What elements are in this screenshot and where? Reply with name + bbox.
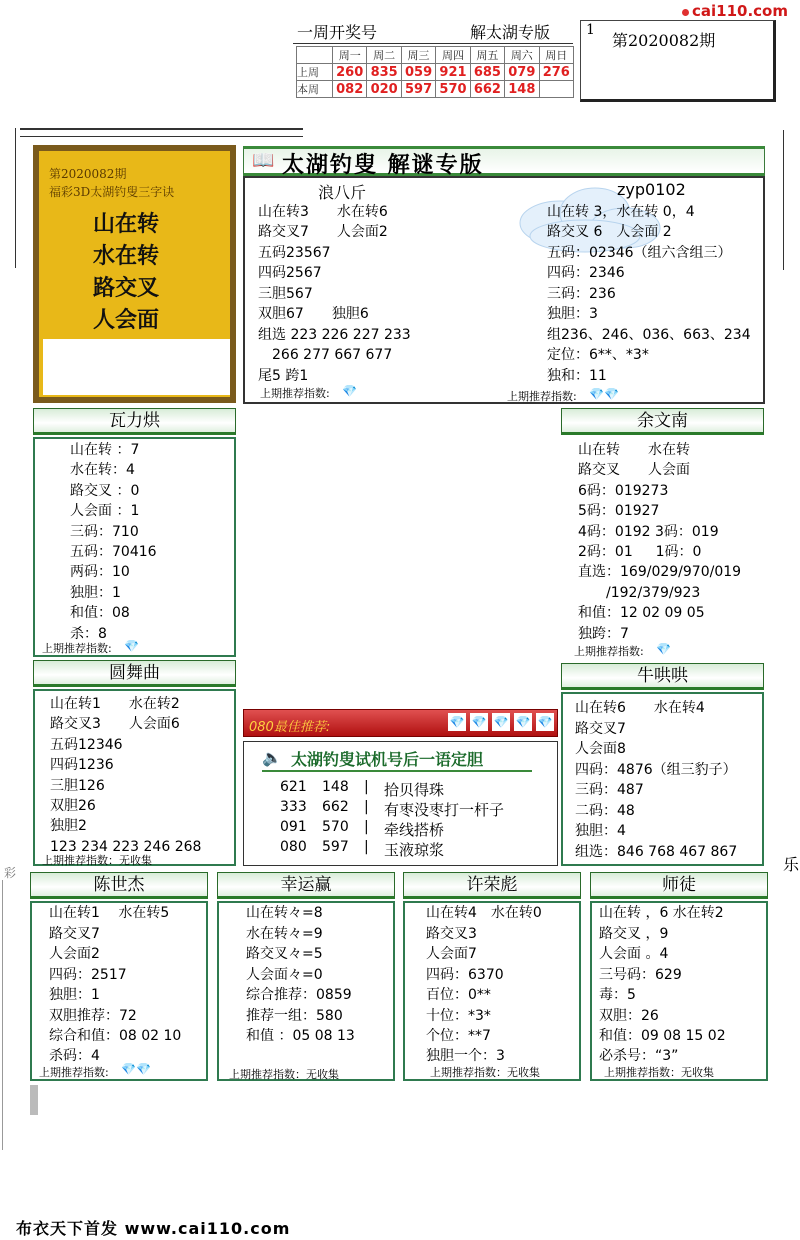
list-item: 双胆推荐：72	[49, 1008, 137, 1024]
list-item: 三码：236	[547, 286, 616, 302]
frame-line	[20, 128, 303, 130]
poster-subtitle: 福彩3D太湖钓叟三字诀	[49, 185, 175, 199]
list-item: 山在转6 水在转4	[575, 700, 705, 716]
rec-label: 上期推荐指数:	[574, 645, 644, 658]
list-item: 两码：10	[70, 564, 130, 580]
list-item: 人会面 。4	[599, 946, 669, 962]
list-item: 双胆67 独胆6	[258, 306, 369, 322]
list-item: 人会面7	[426, 946, 477, 962]
day-header: 周四	[436, 47, 470, 64]
trial-a: 091	[280, 819, 307, 835]
list-item: 路交叉3	[426, 926, 477, 942]
draw-cell	[539, 81, 573, 98]
poster-issue: 第2020082期	[49, 167, 127, 181]
trial-b: 597	[322, 839, 349, 855]
weekly-draw-title: 一周开奖号	[297, 23, 378, 42]
frame-line	[15, 128, 16, 268]
list-item: 人会面8	[575, 741, 626, 757]
list-item: 水在转：4	[70, 462, 135, 478]
list-item: 独胆：4	[575, 823, 626, 839]
trial-rule	[262, 770, 532, 772]
list-item: 四码：6370	[426, 967, 504, 983]
draw-cell: 835	[367, 64, 401, 81]
list-item: 2码：01 1码：0	[578, 544, 702, 560]
list-item: 三码：710	[70, 524, 139, 540]
diamond-icon: 💎	[537, 715, 553, 729]
list-item: 三号码：629	[599, 967, 682, 983]
frame-line	[2, 880, 3, 1150]
day-header: 周六	[505, 47, 539, 64]
diamond-icon: 💎	[342, 384, 357, 398]
rec-label: 上期推荐指数：无收集	[229, 1068, 339, 1081]
list-item: 路交叉3 人会面6	[50, 716, 180, 732]
row-label: 本周	[297, 81, 333, 98]
book-icon: 📖	[252, 150, 275, 171]
list-item: 山在转 3，水在转 0，4	[547, 204, 695, 220]
draw-cell: 148	[505, 81, 539, 98]
speaker-icon: 🔈	[262, 748, 282, 767]
list-item: 推荐一组：580	[246, 1008, 343, 1024]
list-item: 五码12346	[50, 737, 123, 753]
list-item: /192/379/923	[578, 585, 701, 601]
list-item: 路交叉 人会面	[578, 462, 690, 478]
list-item: 独跨：7	[578, 626, 629, 642]
diamond-icon: 💎💎	[589, 387, 619, 401]
list-item: 五码23567	[258, 245, 331, 261]
yuanwuqu-header: 圆舞曲	[33, 660, 236, 687]
list-item: 人会面 ：1	[70, 503, 140, 519]
day-header: 周二	[367, 47, 401, 64]
diamond-icon: 💎💎	[121, 1062, 151, 1076]
list-item: 四码：4876（组三豹子）	[575, 762, 737, 778]
trial-a: 080	[280, 839, 307, 855]
draw-cell: 662	[470, 81, 504, 98]
list-item: 尾5 跨1	[258, 368, 309, 384]
rec-label: 上期推荐指数:	[260, 387, 330, 400]
list-item: 山在转3 水在转6	[258, 204, 388, 220]
rec-label: 上期推荐指数：无收集	[42, 854, 152, 867]
site-logo[interactable]: cai110.com	[692, 2, 788, 20]
list-item: 综合推荐：0859	[246, 987, 352, 1003]
day-header: 周五	[470, 47, 504, 64]
draw-cell: 921	[436, 64, 470, 81]
row-label: 上周	[297, 64, 333, 81]
list-item: 4码：0192 3码：019	[578, 524, 719, 540]
list-item: 必杀号：“3”	[599, 1048, 679, 1064]
trial-sep: |	[364, 839, 369, 855]
list-item: 6码：019273	[578, 483, 669, 499]
list-item: 山在转 水在转	[578, 442, 690, 458]
poster-blank	[43, 339, 230, 395]
list-item: 三胆567	[258, 286, 313, 302]
list-item: 十位：*3*	[426, 1008, 491, 1024]
list-item: 组选 223 226 227 233	[258, 327, 411, 343]
list-item: 个位：**7	[426, 1028, 491, 1044]
best-recommend-label: 080最佳推荐:	[249, 720, 331, 735]
table-row	[297, 47, 574, 64]
draw-cell: 685	[470, 64, 504, 81]
list-item: 独胆：3	[547, 306, 598, 322]
poster-line: 路交叉	[93, 275, 160, 301]
draw-table	[296, 46, 574, 98]
list-item: 独胆一个：3	[426, 1048, 505, 1064]
list-item: 独胆：1	[70, 585, 121, 601]
draw-cell: 570	[436, 81, 470, 98]
list-item: 和值 ：05 08 13	[246, 1028, 355, 1044]
poster-line: 山在转	[93, 211, 160, 237]
diamond-icon: 💎	[493, 715, 509, 729]
scroll-mark	[30, 1085, 38, 1115]
poster	[33, 145, 236, 403]
draw-cell: 082	[333, 81, 367, 98]
list-item: 山在转々=8	[246, 905, 323, 921]
list-item: 路交叉7	[575, 721, 626, 737]
list-item: 路交叉 ，9	[599, 926, 669, 942]
xurongbiao-header: 许荣彪	[403, 872, 581, 899]
list-item: 路交叉々=5	[246, 946, 323, 962]
draw-cell: 020	[367, 81, 401, 98]
brand-title: 解太湖专版	[470, 23, 551, 42]
chenshijie-header: 陈世杰	[30, 872, 208, 899]
yuwennan-header: 余文南	[561, 408, 764, 435]
trial-b: 570	[322, 819, 349, 835]
list-item: 山在转 ：7	[70, 442, 140, 458]
list-item: 四码1236	[50, 757, 114, 773]
trial-sep: |	[364, 819, 369, 835]
draw-cell: 059	[401, 64, 435, 81]
table-corner	[297, 47, 333, 64]
poster-inner	[39, 151, 230, 397]
list-item: 266 277 667 677	[258, 347, 393, 363]
list-item: 123 234 223 246 268	[50, 839, 202, 855]
rec-label: 上期推荐指数:	[39, 1066, 109, 1079]
list-item: 毒：5	[599, 987, 636, 1003]
list-item: 路交叉 ：0	[70, 483, 140, 499]
trial-b: 662	[322, 799, 349, 815]
trial-a: 333	[280, 799, 307, 815]
list-item: 五码：02346（组六含组三）	[547, 245, 732, 261]
list-item: 和值：08	[70, 605, 130, 621]
draw-cell: 597	[401, 81, 435, 98]
niuhonghong-header: 牛哄哄	[561, 663, 764, 690]
header-number: 1	[586, 22, 595, 38]
list-item: 四码：2517	[49, 967, 127, 983]
shitu-header: 师徒	[590, 872, 768, 899]
draw-cell: 276	[539, 64, 573, 81]
langbajin-name: 浪八斤	[318, 183, 367, 202]
poster-line: 人会面	[93, 307, 160, 333]
list-item: 山在转4 水在转0	[426, 905, 542, 921]
trial-text: 玉液琼浆	[384, 841, 445, 859]
logo-dot-icon	[682, 9, 689, 16]
issue-number: 第2020082期	[612, 31, 716, 50]
zyp-name: zyp0102	[617, 180, 686, 199]
list-item: 双胆26	[50, 798, 96, 814]
list-item: 杀码：4	[49, 1048, 100, 1064]
table-row	[297, 64, 574, 81]
side-char-left: 彩	[4, 866, 17, 880]
list-item: 四码：2346	[547, 265, 625, 281]
trial-b: 148	[322, 779, 349, 795]
trial-text: 牵线搭桥	[384, 821, 445, 839]
table-row	[297, 81, 574, 98]
diamond-icon: 💎	[124, 639, 139, 653]
list-item: 双胆：26	[599, 1008, 659, 1024]
list-item: 路交叉 6 人会面 2	[547, 224, 672, 240]
trial-a: 621	[280, 779, 307, 795]
diamond-icon: 💎	[471, 715, 487, 729]
list-item: 独胆2	[50, 818, 87, 834]
walihong-header: 瓦力烘	[33, 408, 236, 435]
rec-label: 上期推荐指数:	[507, 390, 577, 403]
rec-label: 上期推荐指数:	[42, 642, 112, 655]
xingyunying-header: 幸运赢	[217, 872, 395, 899]
list-item: 二码：48	[575, 803, 635, 819]
list-item: 五码：70416	[70, 544, 157, 560]
frame-line	[20, 136, 303, 137]
day-header: 周一	[333, 47, 367, 64]
list-item: 路交叉7	[49, 926, 100, 942]
side-char-right: 乐	[783, 855, 800, 874]
footer-text: 布衣天下首发 www.cai110.com	[16, 1219, 291, 1238]
draw-cell: 079	[505, 64, 539, 81]
trial-title: 太湖钓叟试机号后一语定胆	[291, 750, 484, 769]
day-header: 周日	[539, 47, 573, 64]
frame-line	[783, 130, 784, 270]
rec-label: 上期推荐指数：无收集	[430, 1066, 540, 1079]
list-item: 四码2567	[258, 265, 322, 281]
poster-line: 水在转	[93, 243, 160, 269]
list-item: 综合和值：08 02 10	[49, 1028, 182, 1044]
rec-label: 上期推荐指数：无收集	[604, 1066, 714, 1079]
draw-cell: 260	[333, 64, 367, 81]
list-item: 独胆：1	[49, 987, 100, 1003]
trial-text: 有枣没枣打一杆子	[384, 801, 505, 819]
list-item: 和值：09 08 15 02	[599, 1028, 726, 1044]
list-item: 直选：169/029/970/019	[578, 564, 742, 580]
list-item: 路交叉7 人会面2	[258, 224, 388, 240]
trial-sep: |	[364, 779, 369, 795]
banner-title: 太湖钓叟 解谜专版	[282, 152, 484, 178]
list-item: 山在转 ，6 水在转2	[599, 905, 724, 921]
diamond-icon: 💎	[656, 642, 671, 656]
day-header: 周三	[401, 47, 435, 64]
list-item: 杀：8	[70, 626, 107, 642]
list-item: 定位：6**、*3*	[547, 347, 649, 363]
list-item: 组选：846 768 467 867	[575, 844, 738, 860]
list-item: 山在转1 水在转5	[49, 905, 170, 921]
list-item: 水在转々=9	[246, 926, 323, 942]
trial-sep: |	[364, 799, 369, 815]
diamond-icon: 💎	[449, 715, 465, 729]
list-item: 组236、246、036、663、234	[547, 327, 751, 343]
list-item: 百位：0**	[426, 987, 491, 1003]
list-item: 山在转1 水在转2	[50, 696, 180, 712]
trial-text: 拾贝得珠	[384, 781, 445, 799]
list-item: 5码：01927	[578, 503, 660, 519]
list-item: 人会面2	[49, 946, 100, 962]
list-item: 三胆126	[50, 778, 105, 794]
list-item: 人会面々=0	[246, 967, 323, 983]
list-item: 独和：11	[547, 368, 607, 384]
list-item: 三码：487	[575, 782, 644, 798]
diamond-icon: 💎	[515, 715, 531, 729]
list-item: 和值：12 02 09 05	[578, 605, 705, 621]
